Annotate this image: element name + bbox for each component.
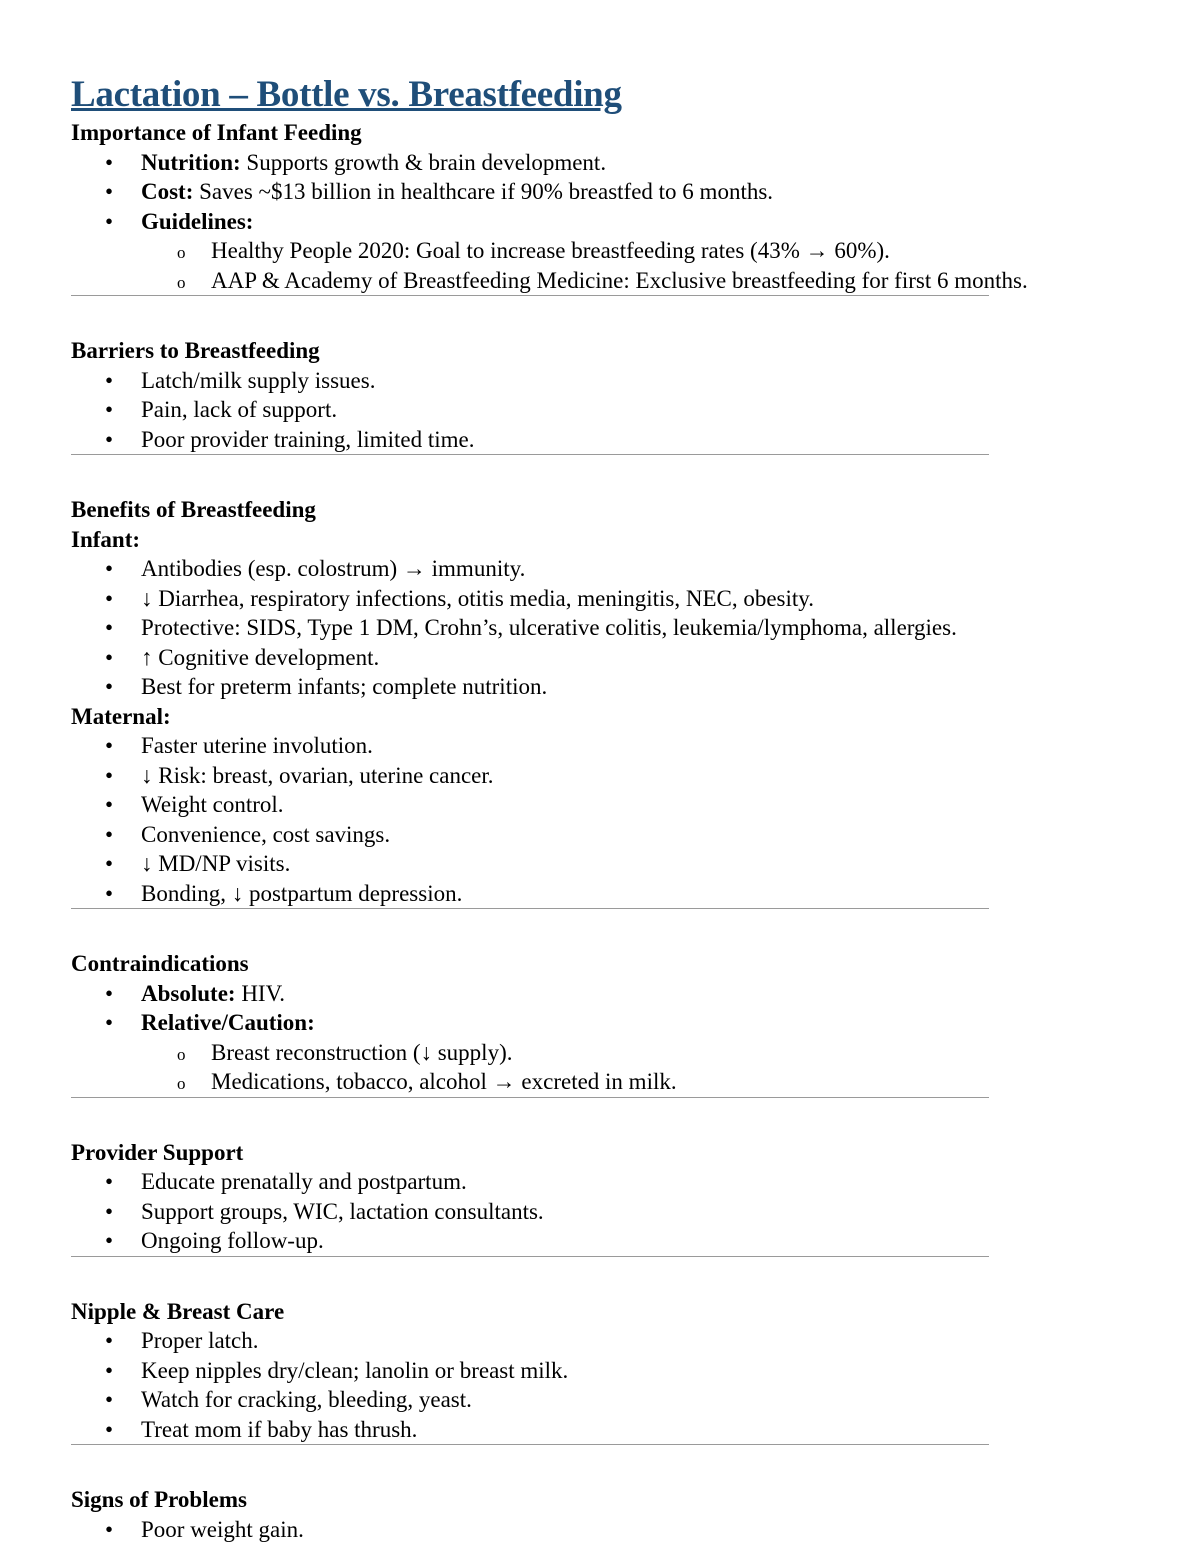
list-item: • Faster uterine involution. xyxy=(71,731,1131,761)
list-item: • Cost: Saves ~$13 billion in healthcare if 90% breastfed to 6 months. xyxy=(71,177,1131,207)
subheading-maternal: Maternal: xyxy=(71,703,171,729)
list-item: • ↓ MD/NP visits. xyxy=(71,849,1131,879)
section-heading-barriers: Barriers to Breastfeeding xyxy=(71,338,320,363)
list-item: • Poor provider training, limited time. xyxy=(71,425,1131,455)
importance-list xyxy=(71,148,1131,296)
list-item: • Convenience, cost savings. xyxy=(71,820,1131,850)
contraindications-list xyxy=(71,979,1131,1097)
list-item: • Relative/Caution: xyxy=(71,1008,1131,1038)
sub-list-item: o Breast reconstruction (↓ supply). xyxy=(71,1038,1131,1068)
list-item: • Educate prenatally and postpartum. xyxy=(71,1167,1131,1197)
list-item: • Support groups, WIC, lactation consultants. xyxy=(71,1197,1131,1227)
barriers-list xyxy=(71,366,1131,455)
list-item: • Treat mom if baby has thrush. xyxy=(71,1415,1131,1445)
nipple-care-list xyxy=(71,1326,1131,1444)
document-page xyxy=(71,72,1131,1544)
list-item: • Protective: SIDS, Type 1 DM, Crohn’s, ulcerative colitis, leukemia/lymphoma, allergies. xyxy=(71,613,1131,643)
list-item: • Latch/milk supply issues. xyxy=(71,366,1131,396)
subheading-infant: Infant: xyxy=(71,526,141,552)
section-heading-importance: Importance of Infant Feeding xyxy=(71,120,362,145)
list-item: • Proper latch. xyxy=(71,1326,1131,1356)
section-heading-contraindications: Contraindications xyxy=(71,951,249,976)
list-item: • ↑ Cognitive development. xyxy=(71,643,1131,673)
list-item: • Guidelines: xyxy=(71,207,1131,237)
infant-benefits-list xyxy=(71,554,1131,702)
page-title: Lactation – Bottle vs. Breastfeeding xyxy=(71,74,622,115)
sub-list-item: o AAP & Academy of Breastfeeding Medicine: Exclusive breastfeeding for first 6 months. xyxy=(71,266,1131,296)
section-heading-provider-support: Provider Support xyxy=(71,1139,244,1165)
sub-list-item: o Healthy People 2020: Goal to increase breastfeeding rates (43% → 60%). xyxy=(71,236,1131,266)
provider-support-list xyxy=(71,1167,1131,1256)
list-item: • Nutrition: Supports growth & brain development. xyxy=(71,148,1131,178)
list-item: • Watch for cracking, bleeding, yeast. xyxy=(71,1385,1131,1415)
list-item: • Best for preterm infants; complete nutrition. xyxy=(71,672,1131,702)
section-heading-problems: Signs of Problems xyxy=(71,1487,247,1512)
list-item: • ↓ Diarrhea, respiratory infections, otitis media, meningitis, NEC, obesity. xyxy=(71,584,1131,614)
list-item: • Pain, lack of support. xyxy=(71,395,1131,425)
list-item: • Ongoing follow-up. xyxy=(71,1226,1131,1256)
maternal-benefits-list xyxy=(71,731,1131,908)
list-item: • Weight control. xyxy=(71,790,1131,820)
section-heading-benefits: Benefits of Breastfeeding xyxy=(71,497,316,522)
list-item: • Keep nipples dry/clean; lanolin or breast milk. xyxy=(71,1356,1131,1386)
list-item: • Absolute: HIV. xyxy=(71,979,1131,1009)
list-item: • ↓ Risk: breast, ovarian, uterine cancer. xyxy=(71,761,1131,791)
section-heading-nipple-care: Nipple & Breast Care xyxy=(71,1298,285,1324)
list-item: • Antibodies (esp. colostrum) → immunity. xyxy=(71,554,1131,584)
problems-list xyxy=(71,1515,1131,1545)
list-item: • Bonding, ↓ postpartum depression. xyxy=(71,879,1131,909)
list-item: • Poor weight gain. xyxy=(71,1515,1131,1545)
sub-list-item: o Medications, tobacco, alcohol → excreted in milk. xyxy=(71,1067,1131,1097)
